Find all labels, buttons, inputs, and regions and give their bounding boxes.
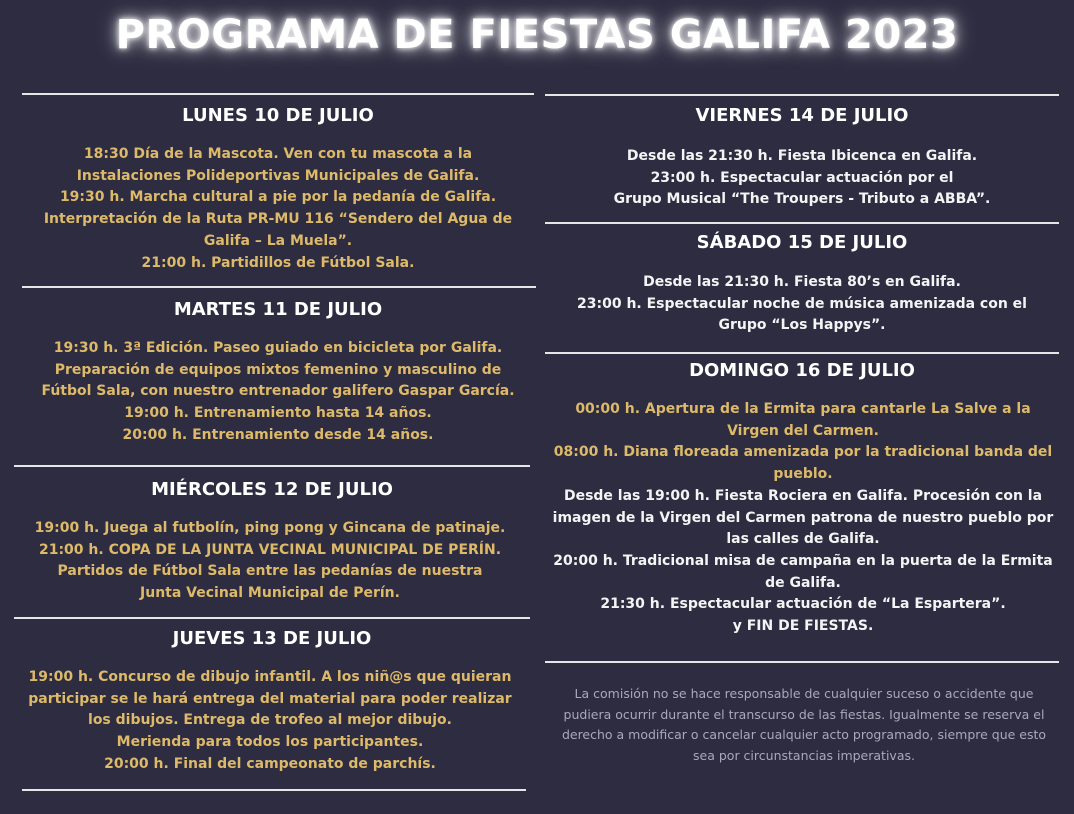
disclaimer-line: derecho a modificar o cancelar cualquier acto programado, siempre que esto [561, 727, 1047, 742]
event-line: Desde las 19:00 h. Fiesta Rociera en Galifa. Procesión con la [563, 487, 1043, 504]
event-line: 19:30 h. Marcha cultural a pie por la pedanía de Galifa. [59, 189, 497, 206]
day-heading-sabado: SÁBADO 15 DE JULIO [696, 232, 908, 253]
events-domingo [536, 399, 1070, 638]
event-line: Desde las 21:30 h. Fiesta Ibicenca en Galifa. [626, 148, 978, 164]
event-line: y FIN DE FIESTAS. [732, 618, 874, 635]
event-line: 18:30 Día de la Mascota. Ven con tu mascota a la [83, 146, 473, 162]
event-line: 20:00 h. Final del campeonato de parchís. [104, 755, 436, 772]
event-line: 20:00 h. Tradicional misa de campaña en la puerta de la Ermita [553, 552, 1053, 569]
divider [14, 617, 530, 619]
event-line: 21:30 h. Espectacular actuación de “La Espartera”. [600, 596, 1006, 613]
events-miercoles [10, 518, 530, 605]
event-line: 21:00 h. COPA DE LA JUNTA VECINAL MUNICIPAL DE PERÍN. [38, 541, 502, 558]
event-line: 19:30 h. 3ª Edición. Paseo guiado en bicicleta por Galifa. [53, 340, 503, 356]
event-line: 19:00 h. Concurso de dibujo infantil. A los niñ@s que quieran [28, 669, 512, 685]
divider [545, 222, 1059, 224]
event-line: participar se le hará entrega del material para poder realizar [28, 690, 512, 707]
day-heading-martes: MARTES 11 DE JULIO [173, 299, 383, 320]
disclaimer-line: pudiera ocurrir durante el transcurso de las fiestas. Igualmente se reserva el [563, 706, 1045, 722]
event-line: Fútbol Sala, con nuestro entrenador galifero Gaspar García. [41, 383, 515, 400]
event-line: Virgen del Carmen. [727, 422, 879, 439]
event-line: los dibujos. Entrega de trofeo al mejor dibujo. [88, 712, 452, 729]
day-heading-domingo: DOMINGO 16 DE JULIO [689, 360, 915, 381]
disclaimer-line: sea por circunstancias imperativas. [693, 747, 915, 763]
divider [22, 286, 536, 288]
event-line: 00:00 h. Apertura de la Ermita para cantarle La Salve a la [575, 401, 1031, 417]
event-line: las calles de Galifa. [726, 531, 880, 548]
event-line: Interpretación de la Ruta PR-MU 116 “Sendero del Agua de [43, 211, 513, 228]
disclaimer [540, 684, 1068, 766]
divider [545, 94, 1059, 96]
page-title: PROGRAMA DE FIESTAS GALIFA 2023 [115, 12, 959, 58]
divider [22, 93, 534, 95]
divider [545, 661, 1059, 663]
event-line: Galifa – La Muela”. [203, 232, 353, 249]
events-martes [22, 338, 534, 447]
events-jueves [10, 667, 530, 776]
event-line: Partidos de Fútbol Sala entre las pedanías de nuestra [57, 563, 483, 580]
event-line: imagen de la Virgen del Carmen patrona de nuestro pueblo por [552, 509, 1054, 526]
day-heading-viernes: VIERNES 14 DE JULIO [695, 105, 909, 126]
day-heading-miercoles: MIÉRCOLES 12 DE JULIO [151, 479, 393, 500]
event-line: Preparación de equipos mixtos femenino y masculino de [54, 361, 502, 378]
day-heading-lunes: LUNES 10 DE JULIO [182, 105, 374, 126]
event-line: Junta Vecinal Municipal de Perín. [140, 585, 400, 602]
event-line: 08:00 h. Diana floreada amenizada por la tradicional banda del [553, 444, 1053, 461]
event-line: 20:00 h. Entrenamiento desde 14 años. [122, 426, 434, 443]
event-line: Grupo Musical “The Troupers - Tributo a ABBA”. [613, 191, 991, 208]
event-line: 19:00 h. Juega al futbolín, ping pong y Gincana de patinaje. [34, 520, 506, 536]
event-line: Desde las 21:30 h. Fiesta 80’s en Galifa. [643, 274, 961, 290]
event-line: 19:00 h. Entrenamiento hasta 14 años. [124, 405, 432, 422]
disclaimer-line: La comisión no se hace responsable de cualquier suceso o accidente que [574, 686, 1034, 701]
divider [22, 789, 526, 791]
divider [545, 352, 1059, 354]
day-heading-jueves: JUEVES 13 DE JULIO [172, 628, 372, 649]
event-line: 23:00 h. Espectacular noche de música amenizada con el [577, 295, 1027, 312]
event-line: pueblo. [773, 466, 833, 483]
events-sabado [545, 272, 1059, 337]
event-line: Merienda para todos los participantes. [116, 734, 424, 751]
event-line: 23:00 h. Espectacular actuación por el [650, 169, 954, 186]
event-line: de Galifa. [765, 574, 841, 591]
event-line: Instalaciones Polideportivas Municipales de Galifa. [76, 167, 480, 184]
event-line: Grupo “Los Happys”. [718, 317, 886, 334]
events-viernes [545, 146, 1059, 211]
divider [14, 465, 530, 467]
event-line: 21:00 h. Partidillos de Fútbol Sala. [141, 254, 415, 271]
events-lunes [22, 144, 534, 274]
